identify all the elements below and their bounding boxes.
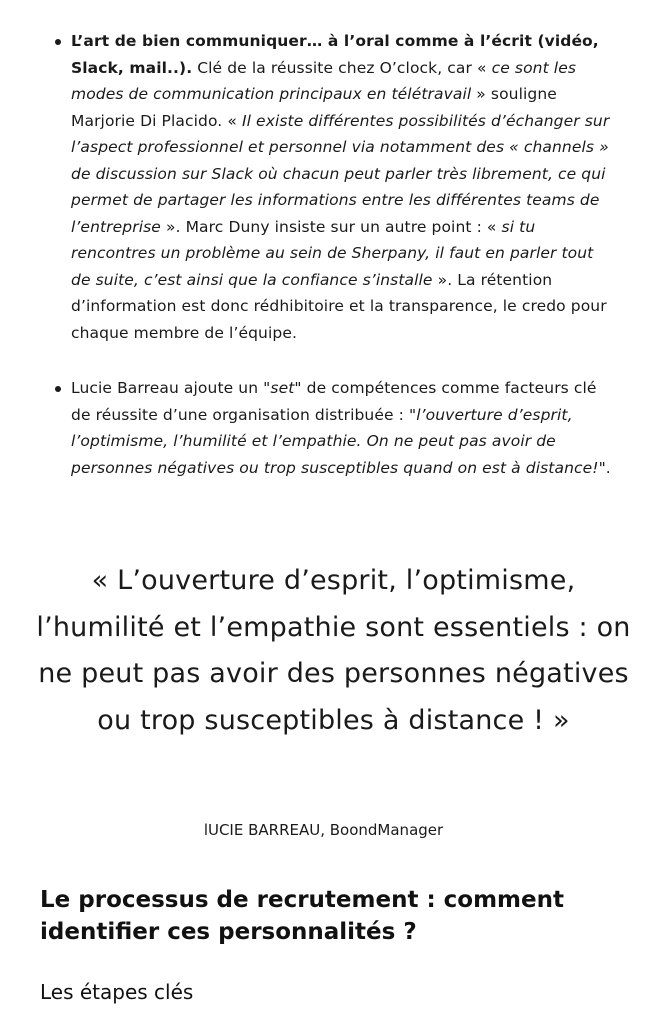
bullet-text: ". [598, 458, 611, 477]
bullet-quote: si tu rencontres un problème au sein de Sherpany, il faut en parler tout de suite, c’est ainsi que la confiance s’installe [71, 217, 594, 289]
bullet-dot-icon [55, 386, 61, 392]
bullet-text: ». Marc Duny insiste sur un autre point : « [160, 217, 502, 236]
list-item [40, 28, 615, 346]
bullet-quote: Il existe différentes possibilités d’échanger sur l’aspect professionnel et personnel via notamment des « channels » de discussion sur Slack où chacun peut parler très librement, ce qui permet de partager les informations entre les différentes teams de l’entreprise [71, 111, 610, 236]
bullet-dot-icon [55, 39, 61, 45]
bullet-text: Clé de la réussite chez O’clock, car « [192, 58, 492, 77]
bullet-text: » souligne Marjorie Di Placido. « [71, 85, 557, 130]
bullet-quote: l’ouverture d’esprit, l’optimisme, l’humilité et l’empathie. On ne peut pas avoir de personnes négatives ou trop susceptibles quand on est à distance! [71, 405, 599, 477]
bullet-term: set [270, 379, 295, 397]
bullet-quote: ce sont les modes de communication principaux en télétravail [71, 58, 577, 103]
section-subheading: Les étapes clés [40, 980, 194, 1004]
list-item [40, 375, 615, 481]
section-title: Le processus de recrutement : comment identifier ces personnalités ? [40, 887, 564, 945]
pull-quote-author: lUCIE BARREAU, BoondManager [203, 821, 444, 839]
pull-quote: « L’ouverture d’esprit, l’optimisme, l’humilité et l’empathie sont essentiels : on ne peut pas avoir des personnes négatives ou trop susceptibles à distance ! » [36, 565, 631, 736]
bullet-text: " de compétences comme facteurs clé de réussite d’une organisation distribuée : " [71, 379, 597, 424]
bullet-list [40, 28, 615, 481]
bullet-text: ». La rétention d’information est donc rédhibitoire et la transparence, le credo pour chaque membre de l’équipe. [71, 270, 607, 342]
bullet-heading: L’art de bien communiquer… à l’oral comme à l’écrit (vidéo, Slack, mail..). [71, 32, 599, 77]
bullet-text: Lucie Barreau ajoute un " [71, 379, 271, 397]
